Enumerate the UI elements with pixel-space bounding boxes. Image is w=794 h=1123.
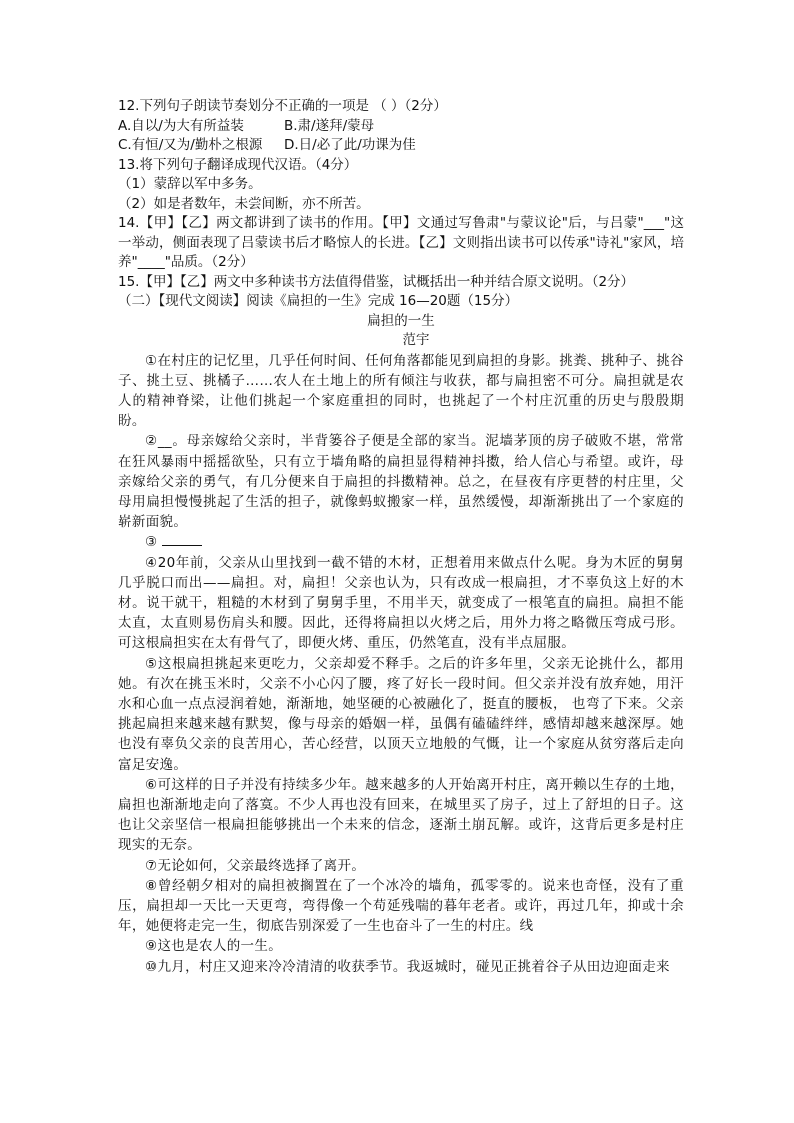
paragraph-5: ⑤这根扁担挑起来更吃力，父亲却爱不释手。之后的许多年里，父亲无论挑什么，都用她。有次在挑玉米时，父亲不小心闪了腰，疼了好长一段时间。但父亲并没有放弃她，用汗水和心血一点点浸润着她，渐渐地，她坚硬的心被融化了，挺直的腰板， 也弯了下来。父亲挑起扁担来越来越有默契，像与母亲的婚姻一样，虽偶有磕磕绊绊，感情却越来越深厚。她也没有辜负父亲的良苦用心，苦心经营，以顶天立地般的气慨，让一个家庭从贫穷落后走向富足安逸。 bbox=[118, 655, 684, 773]
answer-blank bbox=[162, 533, 202, 546]
question-12-options-row-2 bbox=[118, 136, 684, 156]
paragraph-10: ⑩九月，村庄又迎来冷冷清清的收获季节。我返城时，碰见正挑着谷子从田边迎面走来 bbox=[145, 958, 670, 975]
essay-title: 扁担的一生 bbox=[367, 312, 435, 329]
question-13-stem: 13.将下列句子翻译成现代汉语。（4分） bbox=[118, 156, 358, 173]
paragraph-6: ⑥可这样的日子并没有持续多少年。越来越多的人开始离开村庄，离开赖以生存的土地，扁担也渐渐地走向了落寞。不少人再也没有回来，在城里买了房子，过上了舒坦的日子。这也让父亲坚信一根扁担能够挑出一个未来的信念，逐渐土崩瓦解。或许，这背后更多是村庄现实的无奈。 bbox=[118, 776, 684, 854]
paragraph-4: ④20年前，父亲从山里找到一截不错的木材，正想着用来做点什么呢。身为木匠的舅舅几乎脱口而出——扁担。对，扁担！父亲也认为，只有改成一根扁担，才不辜负这上好的木材。说干就干，粗糙的木材到了舅舅手里，不用半天，就变成了一根笔直的扁担。扁担不能太直，太直则易伤肩头和腰。因此，还得将扁担以火烤之后，用外力将之略微压弯成弓形。可这根扁担实在太有骨气了，即便火烤、重压，仍然笔直，没有半点屈服。 bbox=[118, 554, 684, 652]
paragraph-9: ⑨这也是农人的一生。 bbox=[145, 938, 283, 955]
question-13-item-2: （2）如是者数年，未尝间断，亦不所苦。 bbox=[118, 195, 370, 212]
paragraph-8: ⑧曾经朝夕相对的扁担被搁置在了一个冰冷的墙角，孤零零的。说来也奇怪，没有了重压，扁担却一天比一天更弯，弯得像一个苟延残喘的暮年老者。或许，再过几年，抑或十余年，她便将走完一生，彻底告别深爱了一生也奋斗了一生的村庄。线 bbox=[118, 877, 684, 935]
exam-page bbox=[118, 97, 684, 977]
question-14: 14.【甲】【乙】两文都讲到了读书的作用。【甲】文通过写鲁肃"与蒙议论"后，与吕蒙"___"这一举动，侧面表现了吕蒙读书后才略惊人的长进。【乙】文则指出读书可以传承"诗礼"家风，培养"____"品质。（2分） bbox=[118, 215, 684, 270]
question-13-item-1: （1）蒙辞以军中多务。 bbox=[118, 176, 262, 192]
paragraph-2: ②__。母亲嫁给父亲时，半背篓谷子便是全部的家当。泥墙茅顶的房子破败不堪，常常在狂风暴雨中摇摇欲坠，只有立于墙角略的扁担显得精神抖擞，给人信心与希望。或许，母亲嫁给父亲的勇气，有几分便来自于扁担的抖擞精神。总之，在昼夜有序更替的村庄里，父母用扁担慢慢挑起了生活的担子，就像蚂蚁搬家一样，虽然缓慢，却渐渐挑出了一个家庭的崭新面貌。 bbox=[118, 433, 684, 531]
paragraph-7: ⑦无论如何，父亲最终选择了离开。 bbox=[145, 857, 366, 874]
option-d: D.日/必了此/功课为佳 bbox=[284, 137, 416, 153]
option-b: B.肃/遂拜/蒙母 bbox=[284, 117, 375, 134]
paragraph-3 bbox=[118, 532, 684, 552]
paragraph-1: ①在村庄的记忆里，几乎任何时间、任何角落都能见到扁担的身影。挑粪、挑种子、挑谷子、挑土豆、挑橘子……农人在土地上的所有倾注与收获，都与扁担密不可分。扁担就是农人的精神脊梁，让他们挑起一个家庭重担的同时，也挑起了一个村庄沉重的历史与殷殷期盼。 bbox=[118, 352, 684, 430]
question-12-stem: 12.下列句子朗读节奏划分不正确的一项是 （ ）（2分） bbox=[118, 98, 447, 114]
paragraph-3-number: ③ bbox=[145, 534, 163, 551]
question-15: 15.【甲】【乙】两文中多种读书方法值得借鉴，试概括出一种并结合原文说明。（2分） bbox=[118, 273, 635, 290]
essay-author: 范宇 bbox=[402, 332, 430, 348]
option-a: A.自以/为大有所益装 bbox=[118, 117, 244, 134]
option-c: C.有恒/又为/勤朴之根源 bbox=[118, 137, 263, 153]
question-12-options-row-1 bbox=[118, 117, 684, 137]
section-heading: （二）【现代文阅读】阅读《扁担的一生》完成 16—20题（15分） bbox=[118, 293, 519, 309]
